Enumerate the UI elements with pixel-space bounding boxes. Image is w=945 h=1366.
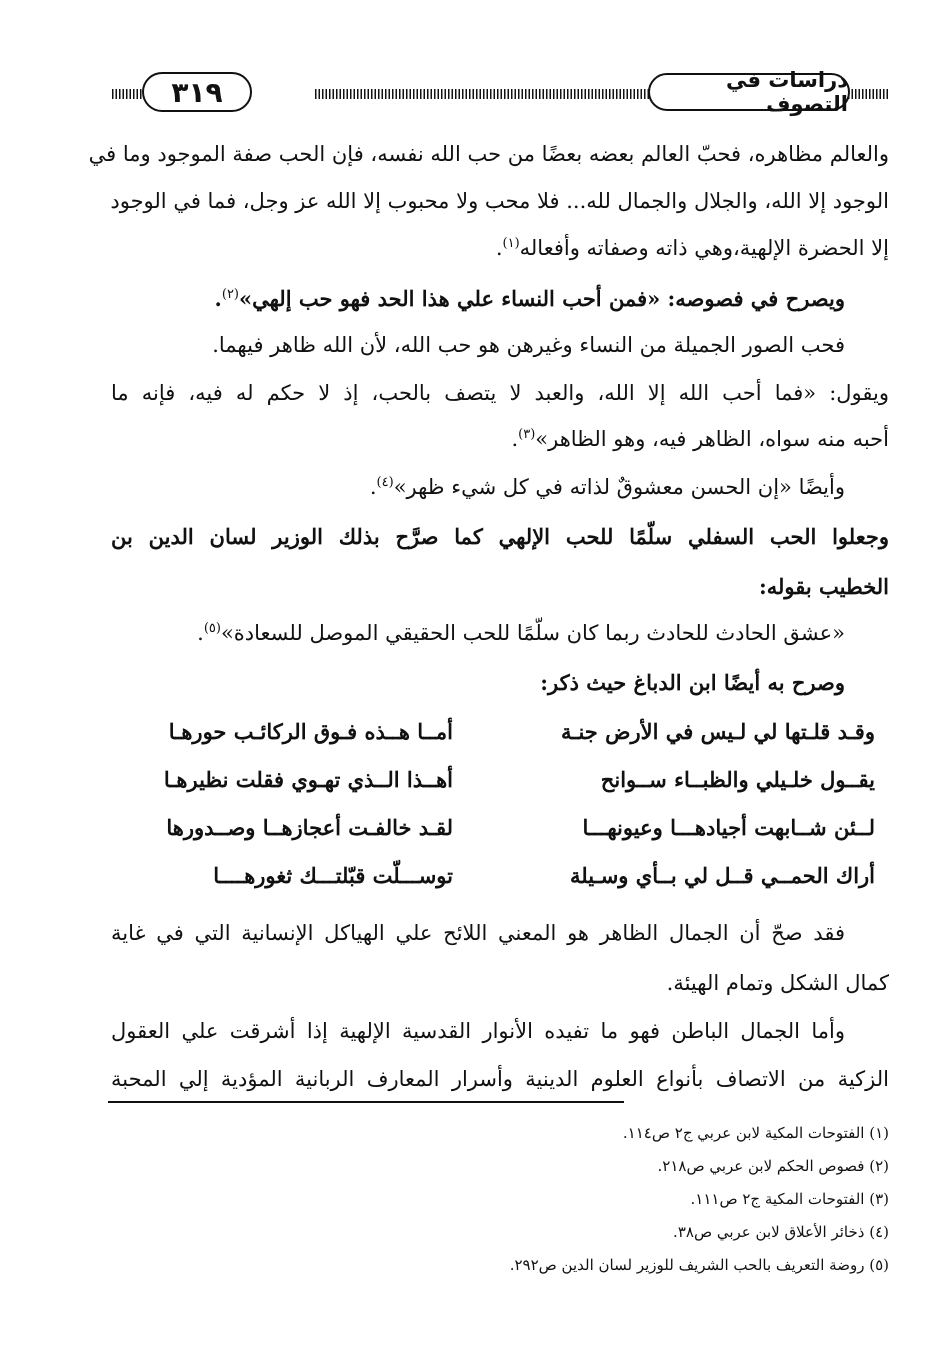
footnote-ref-2: (٢) — [221, 287, 239, 302]
header-ornament-right — [848, 89, 888, 99]
text-line-4-body: ويصرح في فصوصه: «فمن أحب النساء علي هذا الحد فهو حب إلهي» — [239, 286, 845, 311]
footnote-ref-1: (١) — [502, 236, 520, 251]
text-line-11 — [111, 618, 845, 648]
footnote-3: (٣) الفتوحات المكية ج٢ ص١١١. — [690, 1190, 889, 1208]
text-line-14: كمال الشكل وتمام الهيئة. — [666, 971, 889, 995]
text-line-11-body: «عشق الحادث للحادث ربما كان سلّمًا للحب الحقيقي الموصل للسعادة» — [220, 621, 845, 645]
text-line-16: الزكية من الاتصاف بأنواع العلوم الدينية وأسرار المعارف الربانية المؤدية إلي المحبة — [111, 1067, 889, 1091]
poem-verse-1-right: وقـد قلـتها لي لـيس في الأرض جنـة — [561, 719, 875, 744]
text-line-7 — [111, 424, 889, 454]
text-line-9: وجعلوا الحب السفلي سلّمًا للحب الإلهي كما صرَّح بذلك الوزير لسان الدين بن — [111, 524, 889, 549]
poem-verse-4-left: توســـلّت قبّلتـــك ثغورهــــا — [213, 863, 453, 888]
text-line-2: الوجود إلا الله، والجلال والجمال لله... فلا محب ولا محبوب إلا الله عز وجل، فما في الوجود — [110, 189, 889, 213]
page-header — [112, 68, 888, 118]
footnote-4: (٤) ذخائر الأعلاق لابن عربي ص٣٨. — [673, 1223, 889, 1241]
footnote-1: (١) الفتوحات المكية لابن عربي ج٢ ص١١٤. — [622, 1124, 889, 1142]
header-ornament-middle — [315, 89, 650, 99]
text-line-1: والعالم مظاهره، فحبّ العالم بعضه بعضًا من حب الله نفسه، فإن الحب صفة الموجود وما في — [88, 142, 889, 166]
footnote-separator-underline — [108, 1101, 624, 1103]
footnote-ref-4: (٤) — [376, 475, 394, 490]
text-line-15: وأما الجمال الباطن فهو ما تفيده الأنوار القدسية الإلهية إذا أشرقت علي العقول — [111, 1019, 845, 1043]
period-1: . — [495, 236, 503, 260]
period-2: . — [214, 286, 222, 311]
poem-verse-3-left: لقـد خالفـت أعجازهــا وصــدورها — [166, 815, 453, 840]
poem-verse-3-right: لــئن شــابهت أجيادهـــا وعيونهـــا — [582, 815, 875, 840]
period-3: . — [511, 427, 519, 451]
poem-verse-4-right: أراك الحمــي قــل لي بــأي وسـيلة — [570, 863, 875, 888]
poem-verse-1-left: أمــا هــذه فـوق الركائـب حورهـا — [168, 719, 453, 744]
page-number: ٣١٩ — [142, 72, 252, 112]
text-line-3-body: إلا الحضرة الإلهية،وهي ذاته وصفاته وأفعاله — [519, 236, 889, 260]
text-line-10: الخطيب بقوله: — [758, 574, 889, 599]
footnote-5: (٥) روضة التعريف بالحب الشريف للوزير لسان الدين ص٢٩٢. — [509, 1256, 889, 1274]
text-line-6: ويقول: «فما أحب الله إلا الله، والعبد لا يتصف بالحب، إذ لا حكم له فيه، فإنه ما — [111, 381, 889, 405]
running-title: دراسات في التصوف — [648, 73, 850, 111]
poem-verse-2-left: أهــذا الــذي تهـوي فقلت نظيرهـا — [163, 767, 453, 792]
text-line-5: فحب الصور الجميلة من النساء وغيرهن هو حب الله، لأن الله ظاهر فيهما. — [212, 333, 845, 357]
text-line-13: فقد صحّ أن الجمال الظاهر هو المعني اللائح علي الهياكل الإنسانية التي في غاية — [111, 921, 845, 945]
text-line-8 — [111, 472, 845, 502]
footnote-2: (٢) فصوص الحكم لابن عربي ص٢١٨. — [657, 1157, 889, 1175]
text-line-8-body: وأيضًا «إن الحسن معشوقٌ لذاته في كل شيء ظهر» — [393, 475, 845, 499]
text-line-3 — [111, 233, 889, 263]
period-4: . — [369, 475, 377, 499]
period-5: . — [197, 621, 204, 645]
text-line-7-body: أحبه منه سواه، الظاهر فيه، وهو الظاهر» — [535, 427, 889, 451]
text-line-12: وصرح به أيضًا ابن الدباغ حيث ذكر: — [540, 670, 845, 695]
poem-verse-2-right: يقــول خلـيلي والظبــاء ســوانح — [600, 767, 875, 792]
footnote-ref-5: (٥) — [203, 621, 221, 636]
footnote-ref-3: (٣) — [518, 427, 536, 442]
text-line-4 — [111, 284, 845, 314]
header-ornament-left — [112, 89, 142, 99]
